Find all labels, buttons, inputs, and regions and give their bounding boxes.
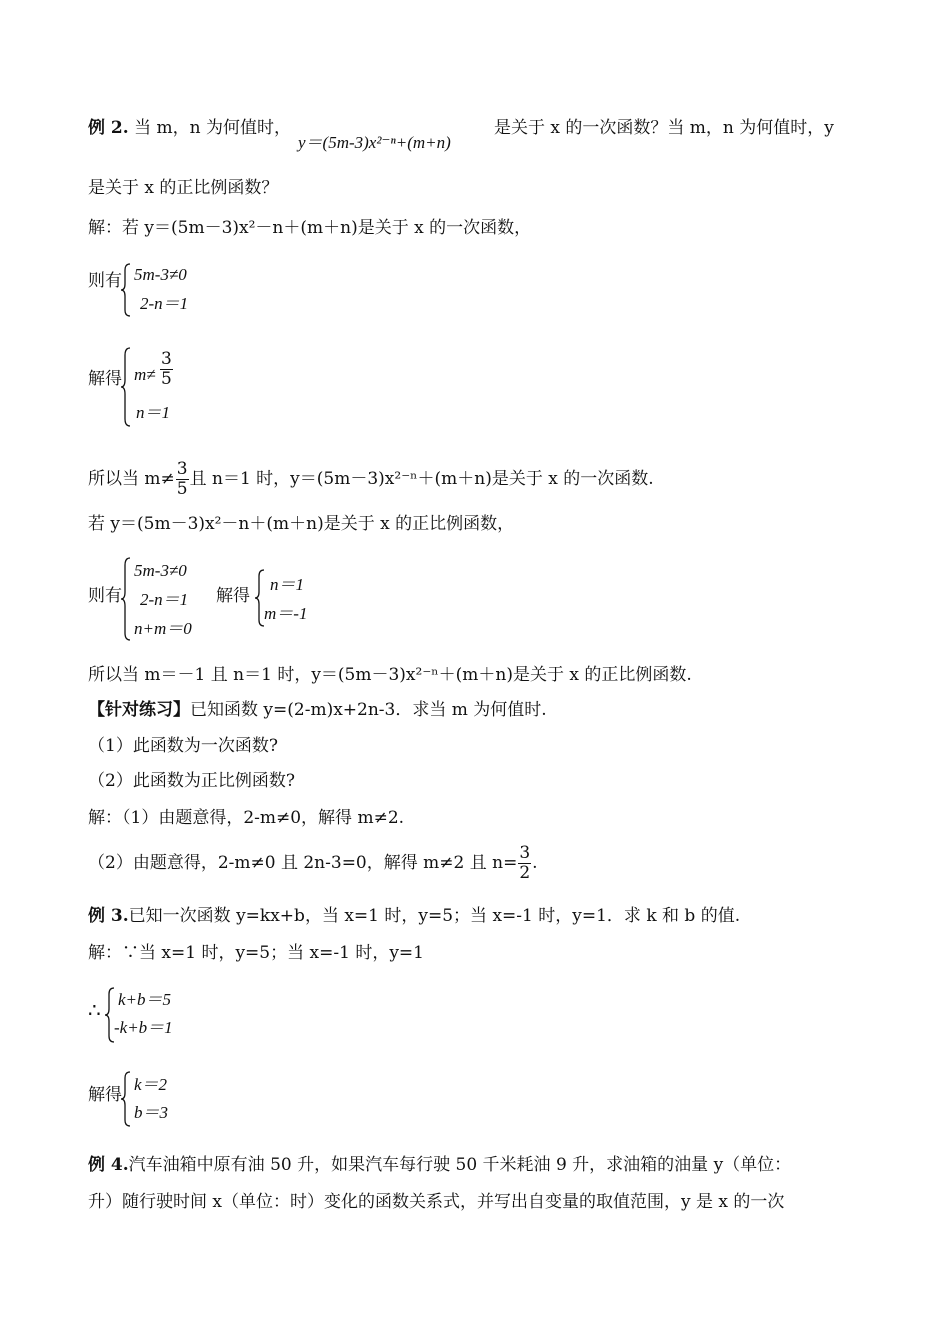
system-d-eq2: m＝-1	[264, 604, 308, 623]
system-a-eq1: 5m-3≠0	[134, 265, 187, 284]
practice-a2-fraction	[518, 844, 531, 883]
ex2-solution-intro: 解：若 y＝(5m－3)x²－n＋(m＋n)是关于 x 的一次函数，	[88, 218, 532, 238]
system-a-eq2: 2-n＝1	[140, 294, 189, 313]
frac-num: 3	[176, 459, 188, 479]
ex2-formula: y＝(5m-3)x²⁻ⁿ+(m+n)	[298, 133, 451, 152]
brace-c	[120, 556, 132, 642]
system-b-eq2: n＝1	[136, 403, 170, 422]
system-b-fraction	[160, 350, 173, 389]
ex2-question-part2: 是关于 x 的一次函数？当 m，n 为何值时，y	[494, 118, 834, 138]
system-d-eq1: n＝1	[270, 575, 304, 594]
system-c-eq2: 2-n＝1	[140, 590, 189, 609]
frac-num: 3	[161, 349, 172, 369]
ex2-label: 例 2.	[88, 118, 129, 138]
ex4-line2: 升）随行驶时间 x（单位：时）变化的函数关系式，并写出自变量的取值范围，y 是 x 的一次	[88, 1192, 785, 1212]
therefore-symbol: ∴	[88, 998, 101, 1022]
system-c-eq3: n+m＝0	[134, 619, 192, 638]
ex4-text-1: 汽车油箱中原有油 50 升，如果汽车每行驶 50 千米耗油 9 升，求油箱的油量 y（单位：	[128, 1155, 792, 1175]
ex2-solution-2: 若 y＝(5m－3)x²－n＋(m＋n)是关于 x 的正比例函数，	[88, 514, 515, 534]
frac-den: 5	[176, 479, 188, 499]
brace-a	[120, 262, 132, 318]
frac-den: 5	[161, 369, 172, 389]
ex3-label: 例 3.	[88, 906, 129, 926]
brace-f	[120, 1070, 132, 1128]
brace-b	[120, 346, 132, 428]
practice-q1: （1）此函数为一次函数?	[88, 736, 278, 756]
system-e-eq1: k+b＝5	[118, 990, 172, 1009]
ex3-solve-label: 解得	[88, 1085, 122, 1105]
ex2-solve-label: 解得	[88, 369, 122, 389]
concl1-fraction	[176, 460, 189, 499]
practice-a2-part2: .	[532, 853, 538, 873]
ex3-text: 已知一次函数 y=kx+b，当 x=1 时，y=5；当 x=-1 时，y=1．求 k 和 b 的值.	[128, 906, 741, 926]
system-f-eq2: b＝3	[134, 1103, 168, 1122]
concl1-part1: 所以当 m≠	[88, 469, 175, 489]
ex2-conclusion-2: 所以当 m＝－1 且 n＝1 时，y＝(5m－3)x²⁻ⁿ＋(m＋n)是关于 x 的正比例函数.	[88, 665, 692, 685]
practice-a1: 解：（1）由题意得，2-m≠0，解得 m≠2.	[88, 808, 405, 828]
ex2-question-part1: 当 m，n 为何值时，	[128, 118, 291, 138]
ex3-question	[88, 904, 740, 928]
concl1-part2: 且 n＝1 时，y＝(5m－3)x²⁻ⁿ＋(m＋n)是关于 x 的一次函数.	[189, 469, 654, 489]
practice-label: 【针对练习】	[88, 700, 190, 720]
ex4-line1	[88, 1153, 791, 1177]
ex4-label: 例 4.	[88, 1155, 129, 1175]
system-f-eq1: k＝2	[134, 1075, 168, 1094]
practice-q2: （2）此函数为正比例函数?	[88, 771, 295, 791]
practice-a2	[88, 844, 538, 883]
system-b-eq1	[134, 364, 156, 386]
system-e-eq2: -k+b＝1	[114, 1018, 173, 1037]
system-c-eq1: 5m-3≠0	[134, 561, 187, 580]
ex2-then-label-2: 则有	[88, 586, 122, 606]
frac-num: 3	[519, 843, 531, 863]
ex2-question-line1	[88, 116, 291, 140]
frac-den: 2	[519, 863, 531, 883]
ex2-then-label: 则有	[88, 271, 122, 291]
practice-line	[88, 698, 547, 722]
ex2-solve-label-2: 解得	[216, 586, 250, 606]
practice-text: 已知函数 y=(2-m)x+2n-3．求当 m 为何值时.	[190, 700, 547, 720]
ex2-question-line2: 是关于 x 的正比例函数？	[88, 178, 279, 198]
ex2-conclusion-1	[88, 460, 654, 499]
system-b-m: m≠	[134, 365, 156, 384]
ex3-solution: 解：∵当 x=1 时，y=5；当 x=-1 时，y=1	[88, 943, 424, 963]
practice-a2-part1: （2）由题意得，2-m≠0 且 2n-3=0，解得 m≠2 且 n=	[88, 853, 518, 873]
